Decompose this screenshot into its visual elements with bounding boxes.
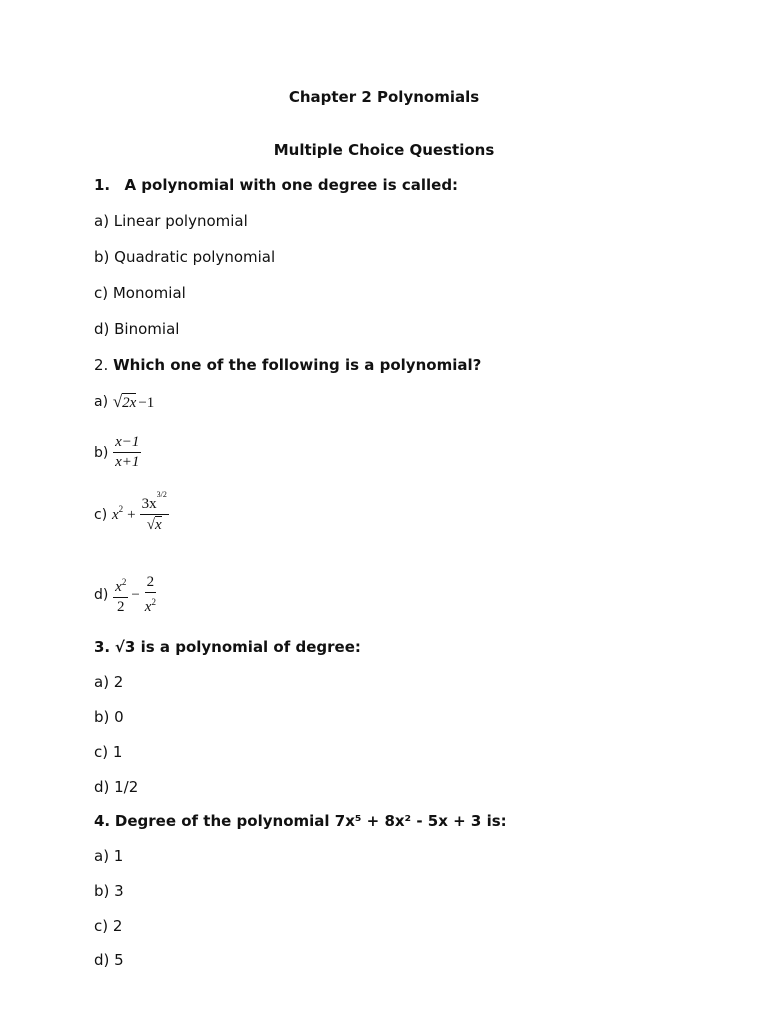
option-1b: b) Quadratic polynomial xyxy=(94,248,276,266)
radical-sign-icon: √ xyxy=(146,517,155,533)
radicand: x xyxy=(154,517,162,533)
option-label: a) xyxy=(94,394,109,410)
option-3d: d) 1/2 xyxy=(94,778,139,796)
question-number: 3. xyxy=(94,638,111,656)
option-1a: a) Linear polynomial xyxy=(94,212,248,230)
option-label: d) xyxy=(94,587,109,603)
sqrt-expression xyxy=(113,392,154,412)
option-4c: c) 2 xyxy=(94,917,123,935)
plus-sign: + xyxy=(127,506,136,523)
option-2a xyxy=(94,392,154,412)
exponent: 3/2 xyxy=(156,490,167,499)
radical-sign-icon: √ xyxy=(112,392,123,411)
question-text: √3 is a polynomial of degree: xyxy=(114,638,361,656)
denominator xyxy=(143,593,158,616)
option-2c xyxy=(94,490,169,534)
question-text: A polynomial with one degree is called: xyxy=(124,176,459,194)
option-4d: d) 5 xyxy=(94,951,124,969)
denominator xyxy=(145,515,164,534)
expression xyxy=(113,574,158,616)
exponent: 2 xyxy=(151,597,156,607)
question-number: 2. xyxy=(94,356,109,374)
question-number: 4. xyxy=(94,812,111,830)
option-3b: b) 0 xyxy=(94,708,124,726)
option-4a: a) 1 xyxy=(94,847,124,865)
numerator: 2 xyxy=(145,574,157,593)
option-label: b) xyxy=(94,444,109,461)
expression-rest: −1 xyxy=(138,395,155,411)
radicand: 2x xyxy=(122,395,137,411)
question-1 xyxy=(94,176,458,194)
numerator xyxy=(140,490,169,515)
exponent: 2 xyxy=(121,577,127,587)
numerator-base: 3x xyxy=(141,496,157,512)
exponent: 2 xyxy=(118,504,124,514)
fraction xyxy=(113,434,141,471)
denominator: 2 xyxy=(116,599,125,615)
minus-sign: − xyxy=(131,586,140,603)
question-text: Which one of the following is a polynomial? xyxy=(113,356,482,374)
option-4b: b) 3 xyxy=(94,882,124,900)
fraction-1 xyxy=(113,574,128,616)
numerator: x−1 xyxy=(113,434,141,453)
question-3 xyxy=(94,638,361,656)
option-2d xyxy=(94,574,158,616)
chapter-title: Chapter 2 Polynomials xyxy=(288,88,480,106)
numerator xyxy=(113,574,128,598)
question-2 xyxy=(94,356,481,374)
question-number: 1. xyxy=(94,176,111,194)
numerator-base: x xyxy=(115,579,122,595)
option-label: c) xyxy=(94,507,108,523)
fraction xyxy=(140,490,169,534)
question-4 xyxy=(94,812,507,830)
lead-term: x xyxy=(111,506,119,523)
option-2b xyxy=(94,434,141,471)
denominator: x+1 xyxy=(115,454,140,470)
section-title: Multiple Choice Questions xyxy=(273,141,495,159)
expression xyxy=(111,490,169,534)
question-text: Degree of the polynomial 7x⁵ + 8x² - 5x + 3 is: xyxy=(114,812,507,830)
option-1d: d) Binomial xyxy=(94,320,180,338)
option-3a: a) 2 xyxy=(94,673,124,691)
option-3c: c) 1 xyxy=(94,743,123,761)
option-1c: c) Monomial xyxy=(94,284,186,302)
fraction-2 xyxy=(143,574,158,616)
denominator-base: x xyxy=(144,599,152,615)
